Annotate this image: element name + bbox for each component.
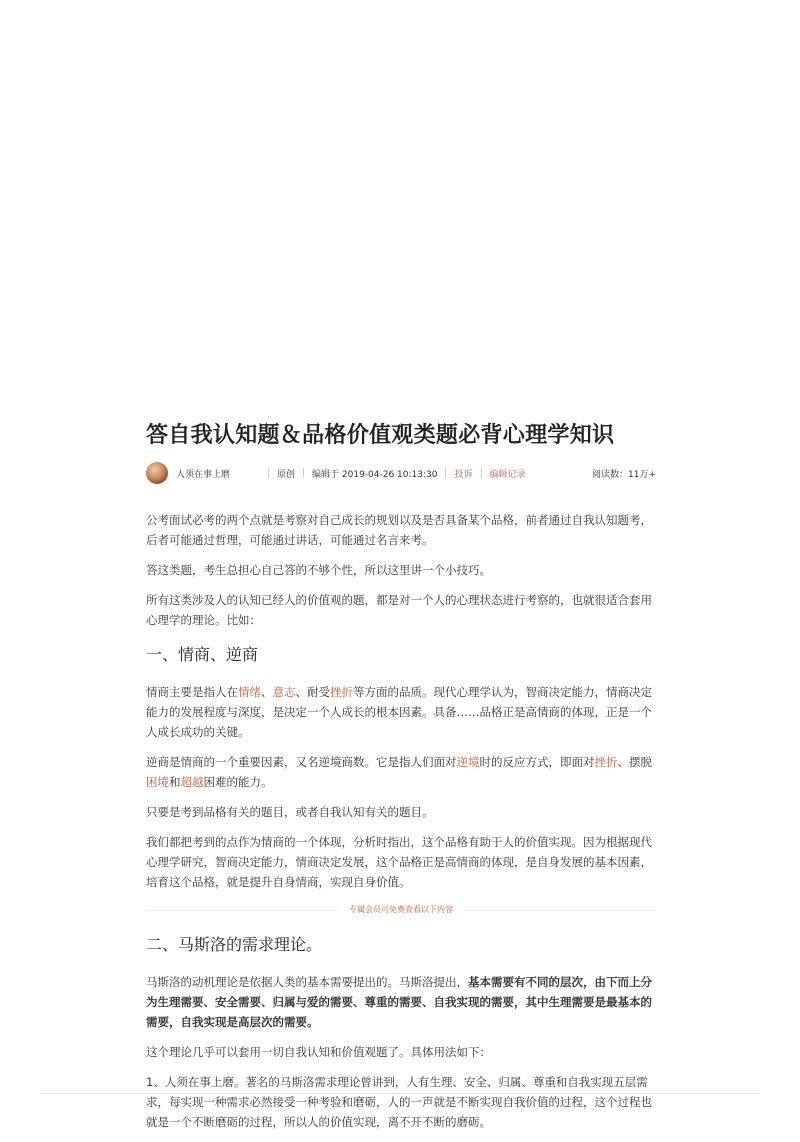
member-divider [146, 900, 656, 920]
paragraph: 只要是考到品格有关的题目，或者自我认知有关的题目。 [146, 805, 434, 819]
article-title: 答自我认知题＆品格价值观类题必背心理学知识 [146, 423, 615, 448]
view-count: 阅读数：11万+ [592, 469, 656, 480]
article-meta [146, 460, 656, 486]
paragraph: 答这类题，考生总担心自己答的不够个性，所以这里讲一个小技巧。 [146, 563, 491, 577]
paragraph: 马斯洛的动机理论是依据人类的基本需要提出的。马斯洛提出，基本需要有不同的层次，由下而上分为生理需要、安全需要、归属与爱的需要、尊重的需要、自我实现的需要，其中生理需要是最基本的需要，自我实现是高层次的需要。 [146, 975, 652, 1029]
author-avatar[interactable] [146, 462, 168, 484]
article [146, 420, 656, 1142]
author-name[interactable]: 人须在事上磨 [176, 469, 231, 480]
section-heading: 一、情商、逆商 [146, 645, 259, 664]
section-heading: 二、马斯洛的需求理论。 [146, 935, 323, 954]
paragraph: 公考面试必考的两个点就是考察对自己成长的规划以及是否具备某个品格，前者通过自我认知题考，后者可能通过哲理，可能通过讲话，可能通过名言来考。 [146, 513, 652, 547]
paragraph: 逆商是情商的一个重要因素，又名逆境商数。它是指人们面对逆境时的反应方式，即面对挫折、摆脱困境和超越困难的能力。 [146, 755, 652, 789]
edit-time: 编辑于 2019-04-26 10:13:30 [312, 469, 438, 480]
original-tag: 原创 [277, 469, 296, 480]
report-link[interactable]: 投诉 [454, 469, 473, 480]
keyword-link[interactable]: 挫折 [594, 755, 618, 769]
paragraph: 这个理论几乎可以套用一切自我认知和价值观题了。具体用法如下： [146, 1045, 491, 1059]
article-body [146, 510, 656, 1132]
divider-line [463, 910, 656, 911]
paragraph: 我们都把考到的点作为情商的一个体现，分析时指出，这个品格有助于人的价值实现。因为根据现代心理学研究，智商决定能力，情商决定发展，这个品格正是高情商的体现，是自身发展的基本因素，培育这个品格，就是提升自身情商，实现自身价值。 [146, 835, 652, 889]
keyword-link[interactable]: 挫折 [330, 685, 353, 699]
edit-log-link[interactable]: 编辑记录 [489, 469, 526, 480]
paragraph: 情商主要是指人在情绪、意志、耐受挫折等方面的品质。现代心理学认为，智商决定能力，情商决定能力的发展程度与深度，是决定一个人成长的根本因素。具备……品格正是高情商的体现，正是一个人成长成功的关键。 [146, 685, 652, 739]
member-unlock-link[interactable]: 专属会员可免费查看以下内容 [349, 905, 453, 914]
meta-divider [445, 468, 446, 478]
meta-divider [268, 468, 269, 478]
paragraph: 所有这类涉及人的认知已经人的价值观的题，都是对一个人的心理状态进行考察的，也就很适合套用心理学的理论。比如： [146, 593, 652, 627]
page-bottom-rule [40, 1093, 760, 1094]
keyword-link[interactable]: 逆境 [456, 755, 480, 769]
keyword-link[interactable]: 超越 [180, 775, 204, 789]
keyword-link[interactable]: 意志 [272, 685, 296, 699]
keyword-link[interactable]: 困境 [146, 775, 169, 789]
meta-divider [481, 468, 482, 478]
paragraph: 1、人须在事上磨。著名的马斯洛需求理论曾讲到，人有生理、安全、归属、尊重和自我实现五层需求，每实现一种需求必然接受一种考验和磨砺，人的一声就是不断实现自我价值的过程，这个过程也就是一个不断磨砺的过程，所以人的价值实现，离不开不断的磨砺。 [146, 1075, 652, 1129]
keyword-link[interactable]: 情绪 [238, 685, 261, 699]
divider-line [146, 910, 339, 911]
meta-divider [303, 468, 304, 478]
